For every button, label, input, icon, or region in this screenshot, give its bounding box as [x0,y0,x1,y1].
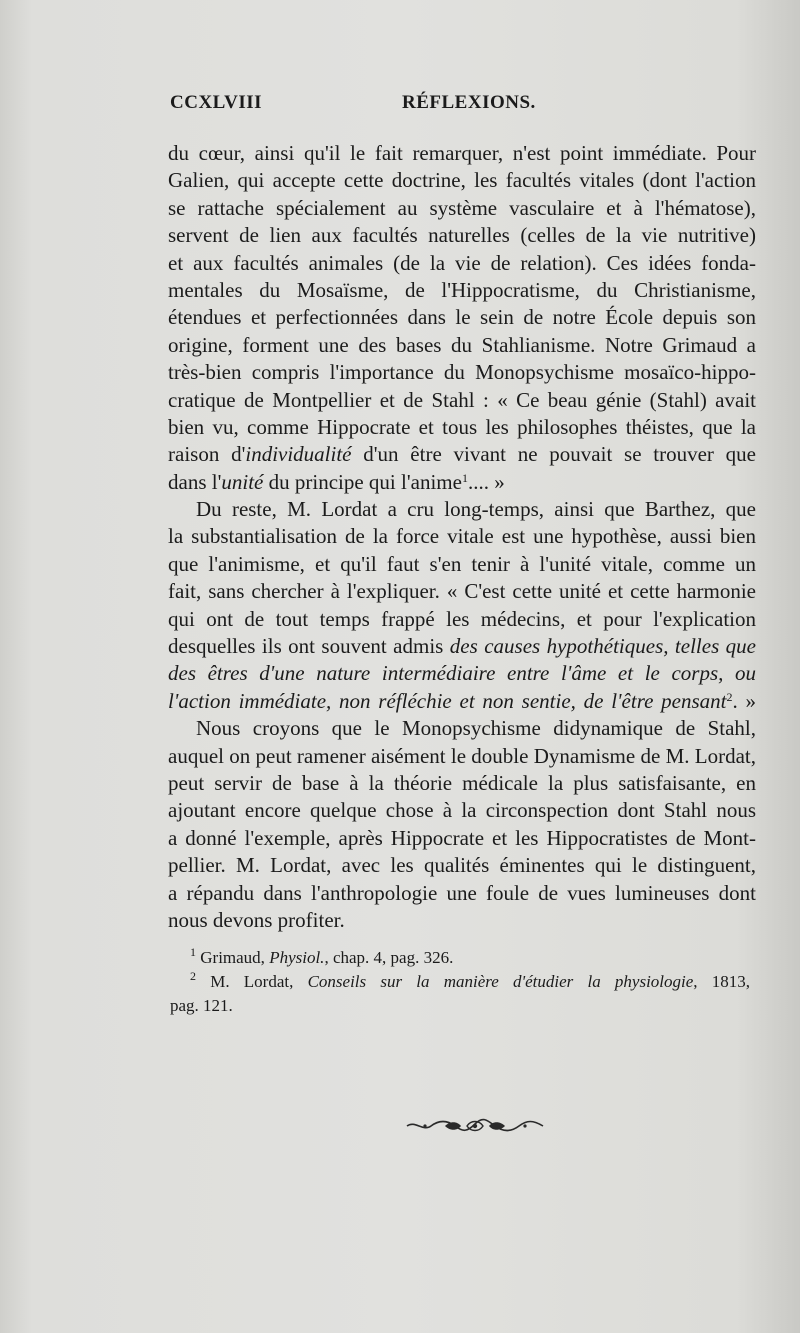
page-header [170,92,730,122]
italic-run: individualité [245,442,352,467]
text-run: du principe qui l'anime [263,469,462,494]
text-line: se rattache spécialement au système vasculaire et à l'hématose), [168,195,756,220]
italic-run: des causes hypothétiques, telles que [449,634,756,659]
footnote-2-continuation: pag. 121. [170,996,233,1015]
main-text [168,140,756,934]
text-line [168,469,756,496]
text-run: dans l' [168,469,222,494]
text-line: origine, forment une des bases du Stahlianisme. Notre Grimaud a [168,332,756,357]
text-run: d'un être vivant ne pouvait se trouver que [351,442,756,467]
text-line: servent de lien aux facultés naturelles (celles de la vie nutritive) [168,223,756,248]
text-line: mentales du Mosaïsme, de l'Hippocratisme, du Christianisme, [168,277,756,302]
footnote-number: 1 [190,945,196,959]
text-run: raison d' [168,442,246,467]
text-line: ajoutant encore quelque chose à la circonspection dont Stahl nous [168,798,756,823]
text-line: cratique de Montpellier et de Stahl : « Ce beau génie (Stahl) avait [168,387,756,412]
italic-run: unité [221,469,264,494]
text-line: a répandu dans l'anthropologie une foule de vues lumineuses dont [168,880,756,905]
text-line: peut servir de base à la théorie médicale la plus satisfaisante, en [168,771,756,795]
text-line: et aux facultés animales (de la vie de relation). Ces idées fonda- [168,250,756,275]
footnote-ref[interactable]: 1 [461,470,468,485]
text-line: a donné l'exemple, après Hippocrate et les Hippocratistes de Mont- [168,825,756,850]
text-line: que l'animisme, et qu'il faut s'en tenir à l'unité vitale, comme un [168,551,756,576]
text-run [727,689,757,713]
vignette-ornament-icon [405,1116,545,1136]
text-line: nous devons profiter. [168,907,345,932]
footnote-2 [170,970,750,994]
text-line [168,688,756,715]
text-line [168,441,756,468]
running-title: RÉFLEXIONS. [402,92,536,113]
text-run: , chap. 4, pag. 326. [324,948,454,967]
text-run [190,969,308,991]
footnotes [170,946,750,1018]
italic-run: Physiol. [269,948,325,967]
italic-run: l'action immédiate, non réfléchie et non sentie, de l'être pensant [168,688,727,713]
text-run: desquelles ils ont souvent admis [168,634,450,659]
italic-run: Conseils sur la manière d'étudier la physiologie [307,972,694,991]
italic-run: des êtres d'une nature intermédiaire entre l'âme et le corps, ou [168,661,756,686]
footnote-ref[interactable]: 2 [726,689,733,704]
text-line: auquel on peut ramener aisément le double Dynamisme de M. Lordat, [168,743,756,768]
text-line: la substantialisation de la force vitale est une hypothèse, aussi bien [168,524,756,549]
text-line: très-bien compris l'importance du Monopsychisme mosaïco-hippo- [168,360,756,385]
footnote-1 [170,946,750,970]
text-run: .... » [467,469,505,494]
text-run: . » [732,688,757,713]
text-line [168,660,756,687]
text-line [168,633,756,660]
text-line: Nous croyons que le Monopsychisme didynamique de Stahl, [196,716,756,741]
text-line: du cœur, ainsi qu'il le fait remarquer, n'est point immédiate. Pour [168,141,756,165]
text-line: bien vu, comme Hippocrate et tous les philosophes théistes, que la [168,414,756,439]
folio-number: CCXLVIII [170,92,262,113]
text-line: pellier. M. Lordat, avec les qualités éminentes qui le distinguent, [168,853,756,878]
text-run: Grimaud, [196,948,270,967]
text-line: étendues et perfectionnées dans le sein de notre École depuis son [168,305,756,330]
text-line: fait, sans chercher à l'expliquer. « C'est cette unité et cette harmonie [168,579,756,604]
text-run: M. Lordat, [196,972,308,991]
text-line: Galien, qui accepte cette doctrine, les facultés vitales (dont l'action [168,168,756,193]
text-run: , 1813, [693,972,751,991]
text-line: Du reste, M. Lordat a cru long-temps, ainsi que Barthez, que [196,497,756,522]
footnote-number: 2 [190,969,196,983]
text-line: qui ont de tout temps frappé les médecins, et pour l'explication [168,606,756,631]
